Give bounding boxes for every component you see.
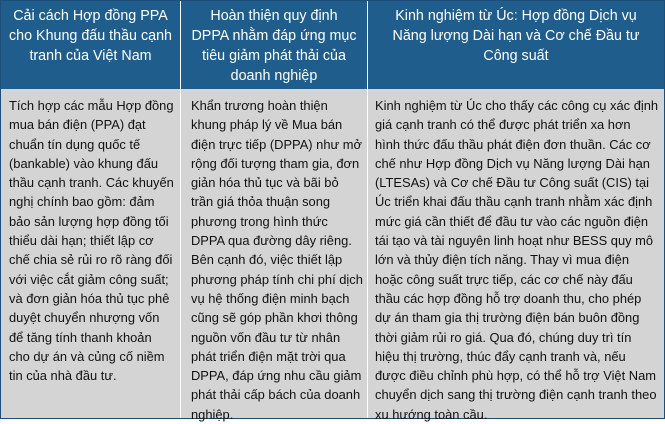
- header-ppa-reform: Cải cách Hợp đồng PPA cho Khung đấu thầu cạnh tranh của Việt Nam: [1, 1, 181, 89]
- table-body-row: [1, 89, 664, 422]
- header-dppa-regulation: Hoàn thiện quy định DPPA nhằm đáp ứng mục tiêu giảm phát thải của doanh nghiệp: [181, 1, 368, 89]
- cell-australia-experience: Kinh nghiệm từ Úc cho thấy các công cụ xác định giá cạnh tranh có thể được phát triển xa hơn hình thức đấu thầu phát điện đơn thuần. Các cơ chế như Hợp đồng Dịch vụ Năng lượng Dài hạn (LTESAs) và Cơ chế Đầu tư Công suất (CIS) tại Úc triển khai đấu thầu cạnh tranh nhằm xác định mức giá cần thiết để đầu tư vào các nguồn điện tái tạo và tài nguyên linh hoạt như BESS quy mô lớn và thủy điện tích năng. Thay vì mua điện hoặc công suất trực tiếp, các cơ chế này đấu thầu các hợp đồng hỗ trợ doanh thu, cho phép dự án tham gia thị trường điện bán buôn đồng thời giảm rủi ro giá. Qua đó, chúng duy trì tín hiệu thị trường, thúc đẩy cạnh tranh và, nếu được điều chỉnh phù hợp, có thể hỗ trợ Việt Nam chuyển dịch sang thị trường điện cạnh tranh theo xu hướng toàn cầu.: [375, 98, 659, 422]
- cell-ppa-reform: Tích hợp các mẫu Hợp đồng mua bán điện (PPA) đạt chuẩn tín dụng quốc tế (bankable) vào khung đấu thầu cạnh tranh. Các khuyến nghị chính bao gồm: đảm bảo sản lượng hợp đồng tối thiểu dài hạn; thiết lập cơ chế chia sẻ rủi ro rõ ràng đối với việc cắt giảm công suất; và đơn giản hóa thủ tục phê duyệt chuyển nhượng vốn để tăng tính thanh khoản cho dự án và củng cố niềm tin của nhà đầu tư.: [1, 89, 181, 418]
- cell-dppa-regulation: Khẩn trương hoàn thiện khung pháp lý về Mua bán điện trực tiếp (DPPA) như mở rộng đối tượng tham gia, đơn giản hóa thủ tục và bãi bỏ trần giá thỏa thuận song phương trong hình thức DPPA qua đường dây riêng. Bên cạnh đó, việc thiết lập phương pháp tính chi phí dịch vụ hệ thống điện minh bạch cũng sẽ góp phần khơi thông nguồn vốn đầu tư từ nhân phát triển điện mặt trời qua DPPA, đáp ứng nhu cầu giảm phát thải cấp bách của doanh nghiệp.: [181, 89, 368, 418]
- header-australia-experience: Kinh nghiệm từ Úc: Hợp đồng Dịch vụ Năng lượng Dài hạn và Cơ chế Đầu tư Công suất: [392, 8, 640, 64]
- table-header-row: [1, 1, 664, 89]
